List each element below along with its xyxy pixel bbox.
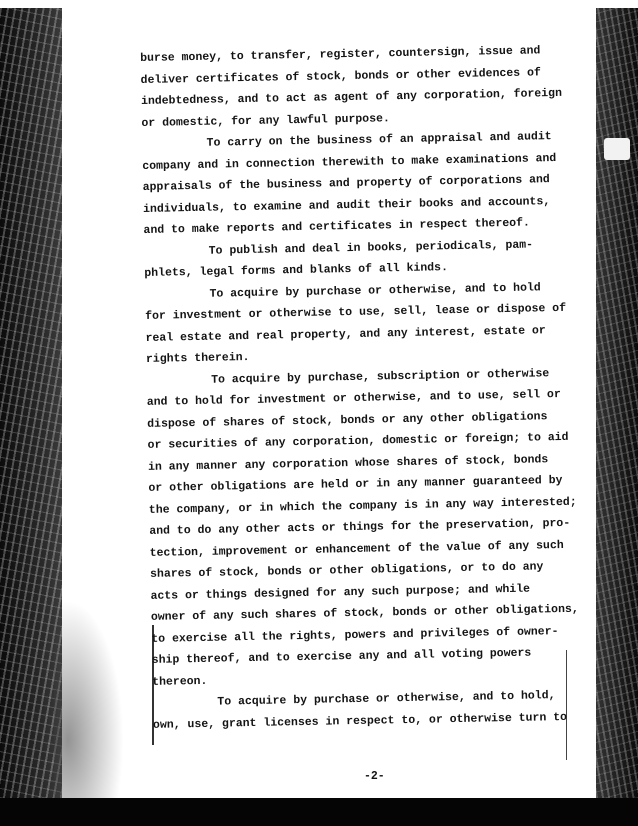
text-line: dispose of shares of stock, bonds or any other obligations	[147, 409, 548, 431]
bottom-scan-band	[0, 798, 638, 826]
text-line: To publish and deal in books, periodicals, pam-	[208, 237, 534, 258]
document-body	[140, 40, 583, 736]
right-margin-notch	[604, 138, 630, 160]
text-line: To acquire by purchase or otherwise, and to hold,	[217, 689, 556, 709]
paragraph	[152, 685, 583, 736]
text-line: or domestic, for any lawful purpose.	[141, 111, 390, 130]
text-line: tection, improvement or enhancement of the value of any such	[149, 538, 564, 560]
text-line: to exercise all the rights, powers and privileges of owner-	[151, 624, 559, 646]
text-line: shares of stock, bonds or other obligations, or to do any	[149, 560, 544, 581]
text-line: To acquire by purchase or otherwise, and to hold	[209, 280, 541, 301]
text-line: To acquire by purchase, subscription or otherwise	[211, 366, 550, 387]
text-line: thereon.	[152, 674, 208, 689]
text-line: indebtedness, and to act as agent of any corporation, foreign	[140, 86, 563, 108]
top-edge	[0, 0, 638, 10]
text-line: To carry on the business of an appraisal and audit	[206, 130, 552, 150]
text-line: in any manner any corporation whose shares of stock, bonds	[147, 452, 549, 474]
paragraph	[146, 362, 582, 693]
paragraph	[145, 276, 577, 370]
text-line: rights therein.	[145, 350, 250, 366]
text-line: burse money, to transfer, register, countersign, issue and	[140, 44, 541, 65]
text-line: owner of any such shares of stock, bonds or other obligations,	[150, 602, 579, 624]
text-line: the company, or in which the company is in any way interested;	[148, 495, 577, 517]
text-line: and to make reports and certificates in respect thereof.	[143, 216, 531, 237]
text-line: deliver certificates of stock, bonds or other evidences of	[140, 65, 541, 87]
text-line: appraisals of the business and property of corporations and	[142, 173, 550, 194]
text-line: or securities of any corporation, domestic or foreign; to aid	[147, 430, 569, 452]
text-line: ship thereof, and to exercise any and all voting powers	[151, 646, 532, 667]
paragraph	[140, 40, 572, 134]
text-line: and to hold for investment or otherwise, and to use, sell or	[146, 387, 561, 409]
text-line: and to do any other acts or things for the preservation, pro-	[149, 516, 571, 538]
left-scan-shadow	[0, 8, 62, 798]
text-line: own, use, grant licenses in respect to, or otherwise turn to	[152, 710, 568, 732]
paragraph	[142, 126, 574, 242]
right-scan-shadow	[596, 8, 638, 798]
text-line: company and in connection therewith to make examinations and	[142, 151, 557, 173]
left-scan-speckle	[54, 600, 124, 800]
text-line: individuals, to examine and audit their books and accounts,	[142, 194, 551, 216]
page-number: -2-	[364, 770, 385, 783]
text-line: phlets, legal forms and blanks of all kinds.	[144, 261, 449, 280]
text-line: or other obligations are held or in any manner guaranteed by	[148, 473, 563, 495]
text-line: acts or things designed for any such purpose; and while	[150, 582, 531, 603]
text-line: real estate and real property, and any interest, estate or	[145, 323, 546, 345]
text-line: for investment or otherwise to use, sell, lease or dispose of	[145, 301, 567, 323]
